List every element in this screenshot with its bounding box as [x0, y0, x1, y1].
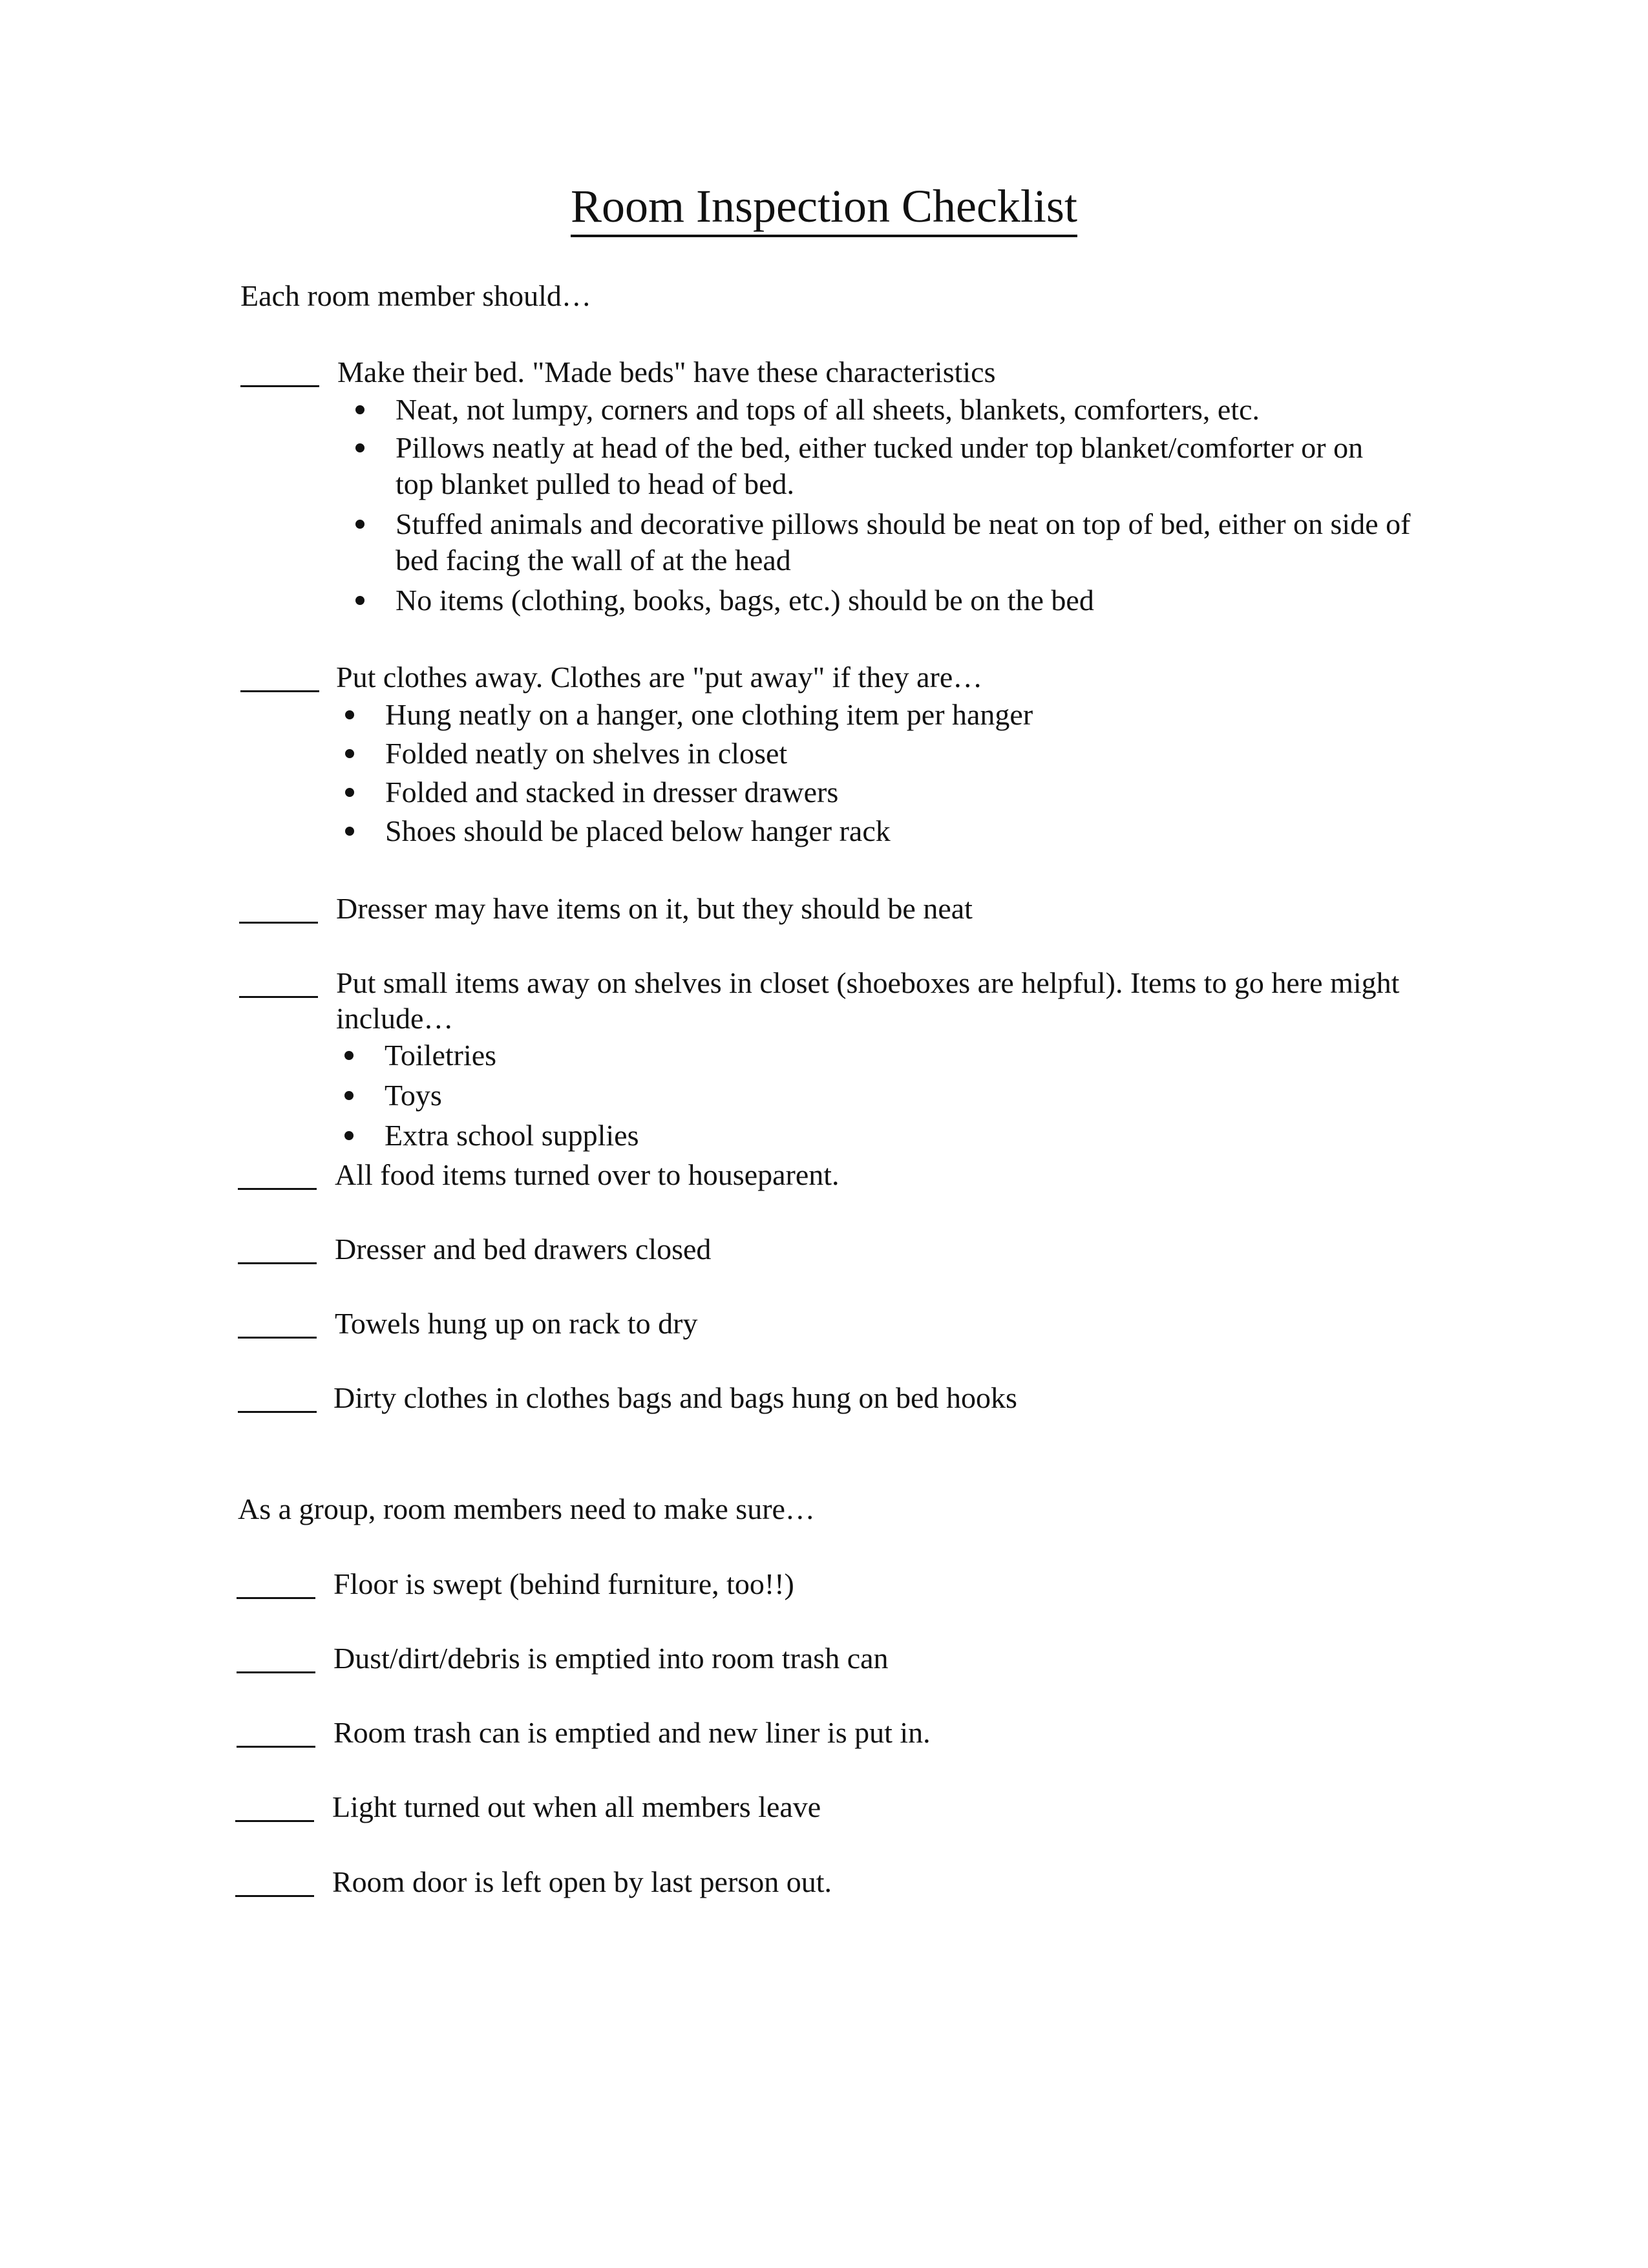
- item-text: Light turned out when all members leave: [332, 1790, 821, 1823]
- checkbox-blank[interactable]: [240, 385, 319, 387]
- item-text: Room trash can is emptied and new liner is put in.: [333, 1716, 931, 1749]
- item-text: Towels hung up on rack to dry: [335, 1307, 698, 1340]
- item-text: Put small items away on shelves in closet (shoeboxes are helpful). Items to go here might include…: [336, 966, 1400, 1035]
- checklist-item-put-clothes-away: [240, 659, 1468, 853]
- checklist-item-door-open: [235, 1864, 1463, 1903]
- bullet-icon: [345, 827, 354, 836]
- page-title: Room Inspection Checklist: [0, 183, 1648, 229]
- bullet-item: Shoes should be placed below hanger rack: [385, 813, 1452, 849]
- item-text: Put clothes away. Clothes are "put away" if they are…: [336, 661, 983, 694]
- bullet-item: Toys: [385, 1077, 1354, 1114]
- bullet-icon: [345, 710, 354, 719]
- item-text: Dresser may have items on it, but they should be neat: [336, 892, 973, 925]
- bullet-item: Hung neatly on a hanger, one clothing item per hanger: [385, 697, 1452, 733]
- checkbox-blank[interactable]: [237, 1746, 315, 1748]
- bullet-item: No items (clothing, books, bags, etc.) should be on the bed: [396, 582, 1462, 619]
- bullet-item: Folded neatly on shelves in closet: [385, 736, 1452, 772]
- bullet-icon: [345, 749, 354, 758]
- bullet-item: Folded and stacked in dresser drawers: [385, 774, 1452, 811]
- checkbox-blank[interactable]: [238, 1188, 317, 1190]
- checklist-item-towels: [238, 1306, 1466, 1344]
- bullet-item: Extra school supplies: [385, 1118, 1354, 1154]
- checklist-item-dirty-clothes: [238, 1380, 1466, 1419]
- item-text: Room door is left open by last person out.: [332, 1865, 832, 1898]
- bullet-icon: [355, 596, 364, 605]
- bullet-list: [396, 392, 1462, 619]
- checklist-item-dresser-neat: [239, 891, 1467, 929]
- checklist-item-floor-swept: [237, 1566, 1464, 1605]
- bullet-item: Neat, not lumpy, corners and tops of all sheets, blankets, comforters, etc.: [396, 392, 1462, 428]
- item-text: All food items turned over to houseparent.: [335, 1158, 840, 1191]
- group-section-intro: As a group, room members need to make sure…: [238, 1492, 815, 1525]
- checkbox-blank[interactable]: [237, 1671, 315, 1673]
- checkbox-blank[interactable]: [238, 1411, 317, 1413]
- item-text: Dirty clothes in clothes bags and bags hung on bed hooks: [333, 1381, 1017, 1414]
- checkbox-blank[interactable]: [235, 1820, 314, 1822]
- checkbox-blank[interactable]: [238, 1262, 317, 1264]
- checkbox-blank[interactable]: [239, 922, 318, 924]
- bullet-item: Toiletries: [385, 1037, 1354, 1074]
- individual-section-intro: Each room member should…: [240, 279, 591, 312]
- item-text: Dust/dirt/debris is emptied into room trash can: [333, 1642, 889, 1675]
- checkbox-blank[interactable]: [238, 1337, 317, 1339]
- bullet-icon: [344, 1051, 354, 1060]
- bullet-icon: [355, 405, 364, 414]
- checklist-item-dust-emptied: [237, 1640, 1464, 1679]
- checkbox-blank[interactable]: [237, 1597, 315, 1599]
- checklist-item-small-items: [239, 965, 1467, 1159]
- checklist-item-food: [238, 1157, 1466, 1196]
- bullet-icon: [344, 1091, 354, 1100]
- checkbox-blank[interactable]: [240, 690, 319, 692]
- bullet-icon: [355, 443, 364, 452]
- bullet-icon: [344, 1131, 354, 1140]
- checkbox-blank[interactable]: [235, 1895, 314, 1897]
- bullet-list: [385, 697, 1452, 849]
- checkbox-blank[interactable]: [239, 996, 318, 998]
- bullet-icon: [355, 520, 364, 529]
- item-text: Make their bed. "Made beds" have these characteristics: [337, 355, 996, 388]
- bullet-list: [385, 1037, 1354, 1154]
- item-text: Dresser and bed drawers closed: [335, 1233, 712, 1266]
- bullet-item: Pillows neatly at head of the bed, either tucked under top blanket/comforter or on top blanket pulled to head of bed.: [396, 430, 1365, 502]
- checklist-item-light-off: [235, 1789, 1463, 1828]
- bullet-item: Stuffed animals and decorative pillows should be neat on top of bed, either on side of bed facing the wall of at the head: [396, 506, 1430, 578]
- checklist-item-trash-emptied: [237, 1715, 1464, 1754]
- item-text: Floor is swept (behind furniture, too!!): [333, 1567, 794, 1600]
- checklist-item-drawers: [238, 1231, 1466, 1270]
- checklist-item-make-bed: [240, 354, 1468, 626]
- bullet-icon: [345, 788, 354, 797]
